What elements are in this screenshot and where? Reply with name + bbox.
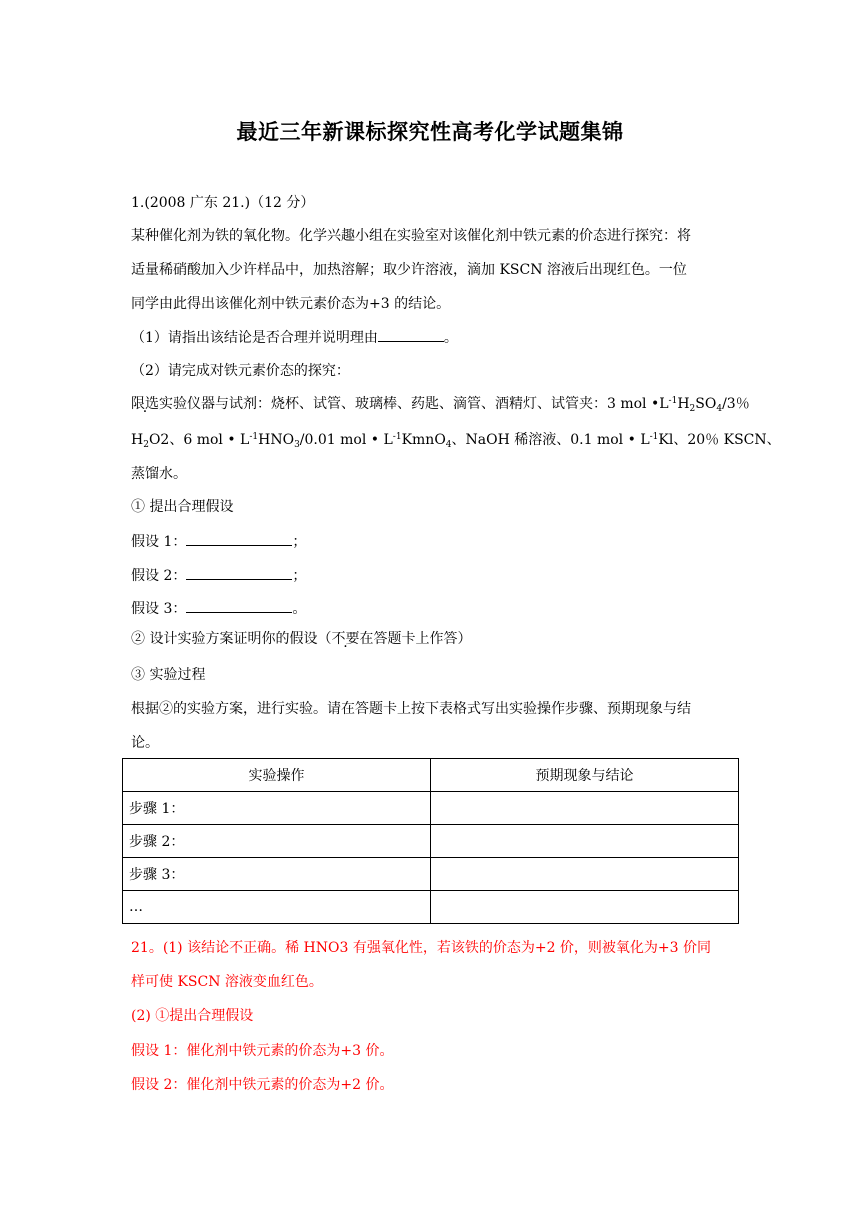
step-2-text: ② 设计实验方案证明你的假设（ [131,631,332,647]
table-header-row [123,759,739,792]
answer-hypothesis-1: 假设 1：催化剂中铁元素的价态为+3 价。 [131,1043,394,1059]
answer-blank [186,564,292,580]
question-2: （2）请完成对铁元素价态的探究： [131,363,350,379]
punctuation: ； [292,568,307,584]
reagents-line-1 [131,393,750,414]
question-1-suffix: 。 [443,330,458,346]
table-cell: 步骤 3： [123,858,431,891]
reagents-text: O2、6 mol • L [148,432,250,448]
question-1-text: （1）请指出该结论是否合理并说明理由 [131,330,378,346]
step-1-heading: ① 提出合理假设 [131,499,234,515]
table-cell [431,825,739,858]
answer-blank [186,530,292,546]
table-cell [431,891,739,924]
procedure-line-2: 论。 [131,735,159,751]
hypothesis-3 [131,597,741,618]
intro-line-2: 适量稀硝酸加入少许样品中，加热溶解；取少许溶液，滴加 KSCN 溶液后出现红色。一位 [131,262,687,278]
table-cell: … [123,891,431,924]
reagents-text: H [677,396,690,412]
hypothesis-2 [131,564,741,585]
hypothesis-label: 假设 2： [131,568,187,584]
reagents-text: Kl、20％ KSCN、 [658,432,781,448]
table-cell: 步骤 2： [123,825,431,858]
table-row [123,858,739,891]
answer-blank [186,597,292,613]
table-header: 预期现象与结论 [431,759,739,792]
answer-hypothesis-2: 假设 2：催化剂中铁元素的价态为+2 价。 [131,1077,394,1093]
subscript: 3 [294,440,300,450]
reagents-line-3: 蒸馏水。 [131,466,187,482]
reagents-text: H [131,432,144,448]
hypothesis-1 [131,530,741,551]
experiment-table [122,758,739,924]
answer-part-2: (2) ①提出合理假设 [131,1008,254,1024]
intro-line-1: 某种催化剂为铁的氧化物。化学兴趣小组在实验室对该催化剂中铁元素的价态进行探究：将 [131,228,691,244]
answer-blank [378,326,444,342]
answer-line-1: 21。(1) 该结论不正确。稀 HNO3 有强氧化性，若该铁的价态为+2 价，则被氧化为+3 价同 [131,940,712,956]
table-cell: 步骤 1： [123,792,431,825]
step-2-text: 在答题卡上作答） [359,631,472,647]
answer-line-2: 样可使 KSCN 溶液变血红色。 [131,974,323,990]
step-2-heading [131,628,741,648]
punctuation: ； [292,534,307,550]
subscript: 4 [716,404,723,414]
emphasis-do-not: 不要 [331,631,360,647]
superscript: -1 [649,432,659,442]
subscript: 2 [143,440,149,450]
reagents-text: KmnO [401,432,446,448]
subscript: 2 [689,404,696,414]
step-3-heading: ③ 实验过程 [131,667,206,683]
page-title: 最近三年新课标探究性高考化学试题集锦 [236,119,624,144]
superscript: -1 [392,432,402,442]
reagents-text: SO [695,396,717,412]
superscript: -1 [668,396,678,406]
table-header: 实验操作 [123,759,431,792]
reagents-line-2 [131,429,781,450]
table-row [123,891,739,924]
punctuation: 。 [292,601,307,617]
table-row [123,825,739,858]
hypothesis-label: 假设 1： [131,534,187,550]
reagents-text: 、NaOH 稀溶液、0.1 mol • L [451,432,650,448]
table-row [123,792,739,825]
hypothesis-label: 假设 3： [131,601,187,617]
intro-line-3: 同学由此得出该催化剂中铁元素价态为+3 的结论。 [131,296,451,312]
emphasis-limited: 限选 [131,396,159,412]
superscript: -1 [249,432,259,442]
table-cell [431,792,739,825]
reagents-text: HNO [258,432,295,448]
question-header: 1.(2008 广东 21.)（12 分） [131,195,315,211]
reagents-text: /3％ [722,396,750,412]
question-1 [131,326,741,347]
subscript: 4 [445,440,452,450]
procedure-line-1: 根据②的实验方案，进行实验。请在答题卡上按下表格式写出实验操作步骤、预期现象与结 [131,701,691,717]
reagents-text: /0.01 mol • L [299,432,393,448]
reagents-text: 实验仪器与试剂：烧杯、试管、玻璃棒、药匙、滴管、酒精灯、试管夹：3 mol •L [159,396,669,412]
table-cell [431,858,739,891]
